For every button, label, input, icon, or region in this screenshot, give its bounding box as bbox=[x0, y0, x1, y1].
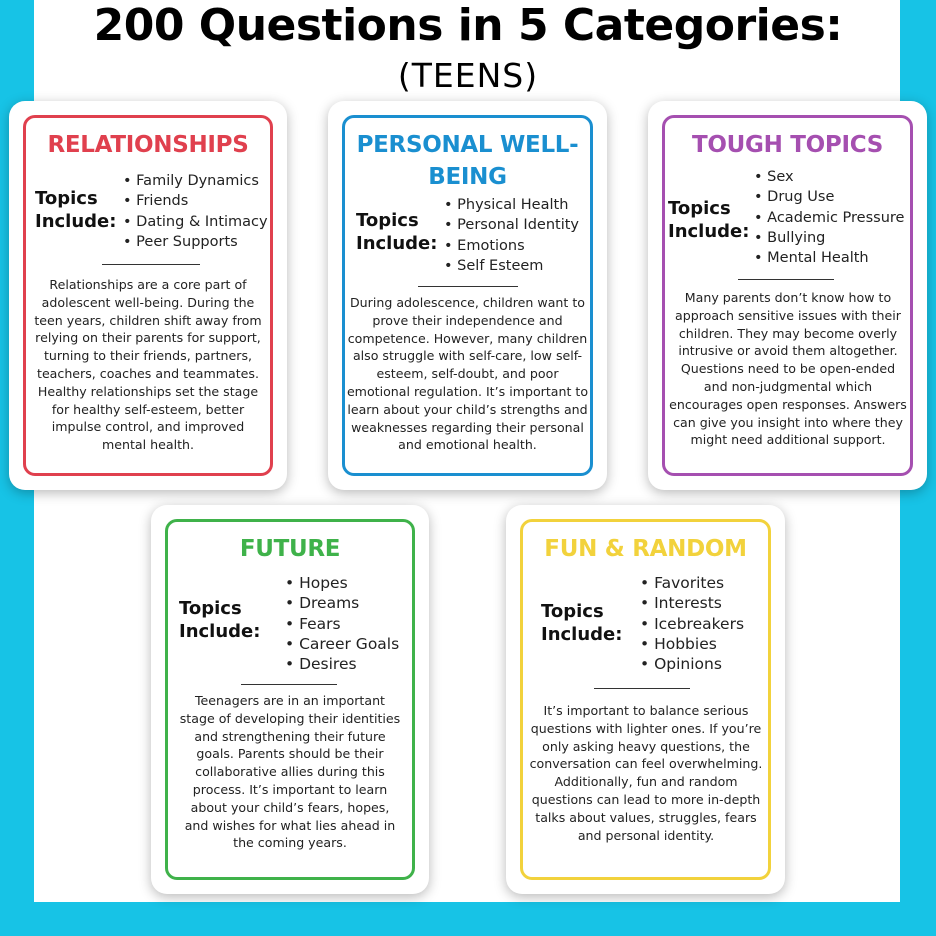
topics-label: Topics Include: bbox=[541, 601, 623, 645]
topic-item: • Hopes bbox=[285, 573, 399, 593]
topic-item: • Dating & Intimacy bbox=[123, 212, 268, 232]
card-description: Many parents don’t know how to approach sensitive issues with their children. They may become overly intrusive or avoid them altogether. Questions need to be open-ended and non-judgmental which encourages open responses. Answers can give you insight into where they might need additional support. bbox=[669, 290, 907, 448]
topics-label: Topics Include: bbox=[179, 598, 261, 642]
topic-item: • Personal Identity bbox=[444, 215, 579, 235]
divider bbox=[594, 688, 690, 689]
topic-item: • Icebreakers bbox=[640, 614, 744, 634]
topic-item: • Emotions bbox=[444, 236, 579, 256]
topic-item: • Fears bbox=[285, 614, 399, 634]
card-title: FUN & RANDOM bbox=[544, 536, 747, 562]
topic-item: • Peer Supports bbox=[123, 232, 268, 252]
topic-item: • Desires bbox=[285, 654, 399, 674]
card-description: Teenagers are in an important stage of developing their identities and strengthening their future goals. Parents should be their collaborative allies during this process. It’s important to learn about your child’s fears, hopes, and wishes for what lies ahead in the coming years. bbox=[179, 693, 401, 851]
topic-item: • Bullying bbox=[754, 228, 904, 248]
divider bbox=[738, 279, 834, 280]
category-card-fun-and-random bbox=[506, 505, 785, 894]
divider bbox=[241, 684, 337, 685]
topic-item: • Sex bbox=[754, 167, 904, 187]
topic-item: • Mental Health bbox=[754, 248, 904, 268]
topics-label: Topics Include: bbox=[356, 210, 438, 254]
page-title: 200 Questions in 5 Categories: bbox=[93, 0, 843, 51]
card-title: PERSONAL WELL-BEING bbox=[356, 132, 579, 190]
topics-label: Topics Include: bbox=[668, 198, 750, 242]
divider bbox=[102, 264, 200, 265]
card-title: FUTURE bbox=[239, 536, 341, 562]
topic-item: • Interests bbox=[640, 593, 744, 613]
topics-list bbox=[640, 573, 744, 674]
topic-item: • Career Goals bbox=[285, 634, 399, 654]
topic-item: • Family Dynamics bbox=[123, 171, 268, 191]
topic-item: • Drug Use bbox=[754, 187, 904, 207]
card-description: During adolescence, children want to prove their independence and competence. However, many children also struggle with self-care, low self-esteem, self-doubt, and poor emotional regulation. It’s important to learn about your child’s strengths and weaknesses regarding their personal and emotional health. bbox=[346, 295, 589, 453]
page-subtitle: (TEENS) bbox=[397, 56, 539, 95]
category-card-personal-well-being bbox=[328, 101, 607, 490]
topic-item: • Dreams bbox=[285, 593, 399, 613]
topics-list bbox=[285, 573, 399, 674]
card-title: TOUGH TOPICS bbox=[692, 132, 883, 158]
topics-label: Topics Include: bbox=[35, 188, 117, 232]
topic-item: • Opinions bbox=[640, 654, 744, 674]
topic-item: • Friends bbox=[123, 191, 268, 211]
card-description: Relationships are a core part of adolescent well-being. During the teen years, children shift away from relying on their parents for support, turning to their friends, partners, teachers, coaches and teammates. Healthy relationships set the stage for healthy self-esteem, better impulse control, and improved mental health. bbox=[34, 277, 262, 453]
topics-list bbox=[123, 171, 268, 252]
card-title: RELATIONSHIPS bbox=[47, 132, 249, 158]
divider bbox=[418, 286, 518, 287]
category-card-future bbox=[151, 505, 429, 894]
topic-item: • Physical Health bbox=[444, 195, 579, 215]
topic-item: • Academic Pressure bbox=[754, 208, 904, 228]
topic-item: • Favorites bbox=[640, 573, 744, 593]
category-card-tough-topics bbox=[648, 101, 927, 490]
topic-item: • Hobbies bbox=[640, 634, 744, 654]
category-card-relationships bbox=[9, 101, 287, 490]
topics-list bbox=[444, 195, 579, 276]
topics-list bbox=[754, 167, 904, 268]
card-description: It’s important to balance serious questions with lighter ones. If you’re only asking heavy questions, the conversation can feel overwhelming. Additionally, fun and random questions can lead to more in-depth talks about values, struggles, fears and personal identity. bbox=[529, 703, 763, 843]
topic-item: • Self Esteem bbox=[444, 256, 579, 276]
